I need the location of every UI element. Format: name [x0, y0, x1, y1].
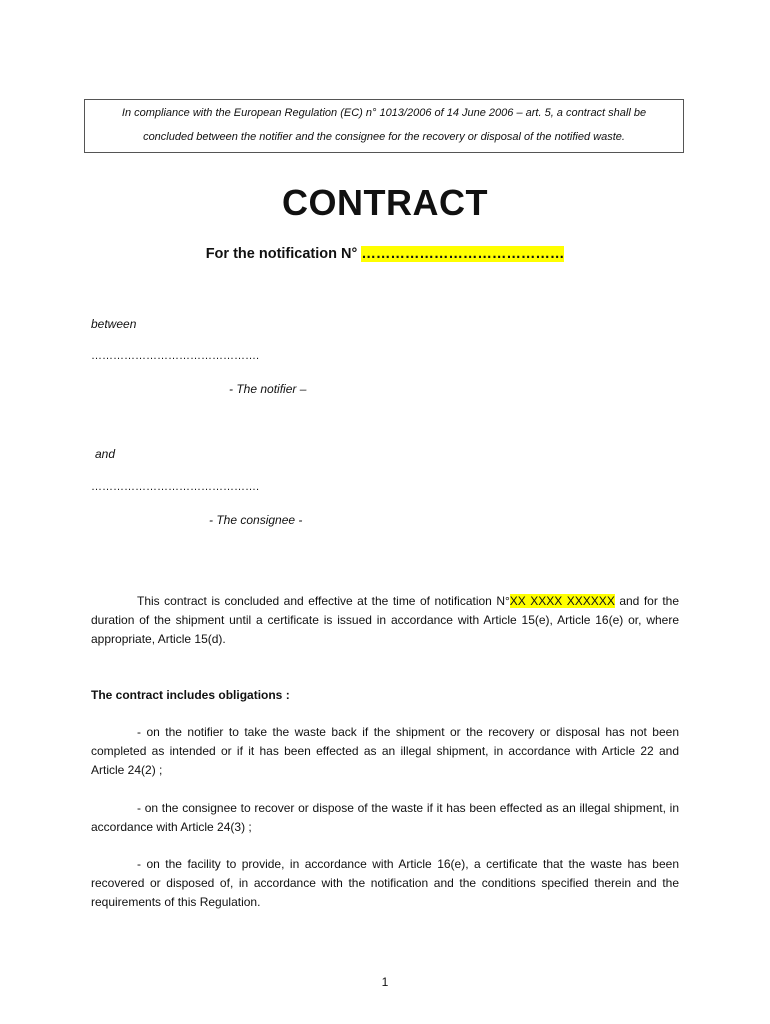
obligation-item [91, 799, 679, 837]
notification-number-blank: …………………………………… [361, 246, 565, 262]
notice-line-1: In compliance with the European Regulation (EC) n° 1013/2006 of 14 June 2006 – art. 5, a contract shall be [121, 107, 647, 119]
between-label: between [91, 317, 137, 331]
intro-text-before: This contract is concluded and effective at the time of notification N° [137, 594, 510, 608]
notifier-role-label: - The notifier – [229, 382, 307, 396]
obligation-item [91, 723, 679, 780]
document-title: CONTRACT [282, 182, 488, 223]
and-label: and [95, 447, 116, 461]
consignee-role-label: - The consignee - [209, 513, 303, 527]
intro-paragraph [91, 592, 679, 649]
obligation-facility-text: - on the facility to provide, in accordance with Article 16(e), a certificate that the waste has been recovered or disposed of, in accordance with the notification and the conditions specified therein and the requirements of this Regulation. [91, 857, 679, 909]
notice-line-2: concluded between the notifier and the consignee for the recovery or disposal of the notified waste. [143, 131, 625, 143]
notification-number: XX XXXX XXXXXX [509, 594, 615, 608]
obligation-notifier-text: - on the notifier to take the waste back if the shipment or the recovery or disposal has not been completed as intended or if it has been effected as an illegal shipment, in accordance with Article 22 and Article 24(2) ; [91, 725, 679, 777]
regulation-notice-box [84, 99, 684, 153]
obligations-heading: The contract includes obligations : [91, 688, 290, 702]
subtitle-prefix: For the notification N° [205, 246, 362, 262]
notifier-name-blank: ………………………………………. [91, 350, 260, 362]
obligation-consignee-text: - on the consignee to recover or dispose of the waste if it has been effected as an illegal shipment, in accordance with Article 24(3) ; [91, 801, 679, 834]
notification-subtitle [0, 246, 770, 262]
consignee-name-blank: ………………………………………. [91, 481, 260, 493]
obligation-item [91, 855, 679, 912]
intro-text-after: and for the duration of the shipment until a certificate is issued in accordance with Article 15(e), Article 16(e) or, where appropriate, Article 15(d). [91, 594, 679, 646]
page-number: 1 [381, 975, 389, 989]
